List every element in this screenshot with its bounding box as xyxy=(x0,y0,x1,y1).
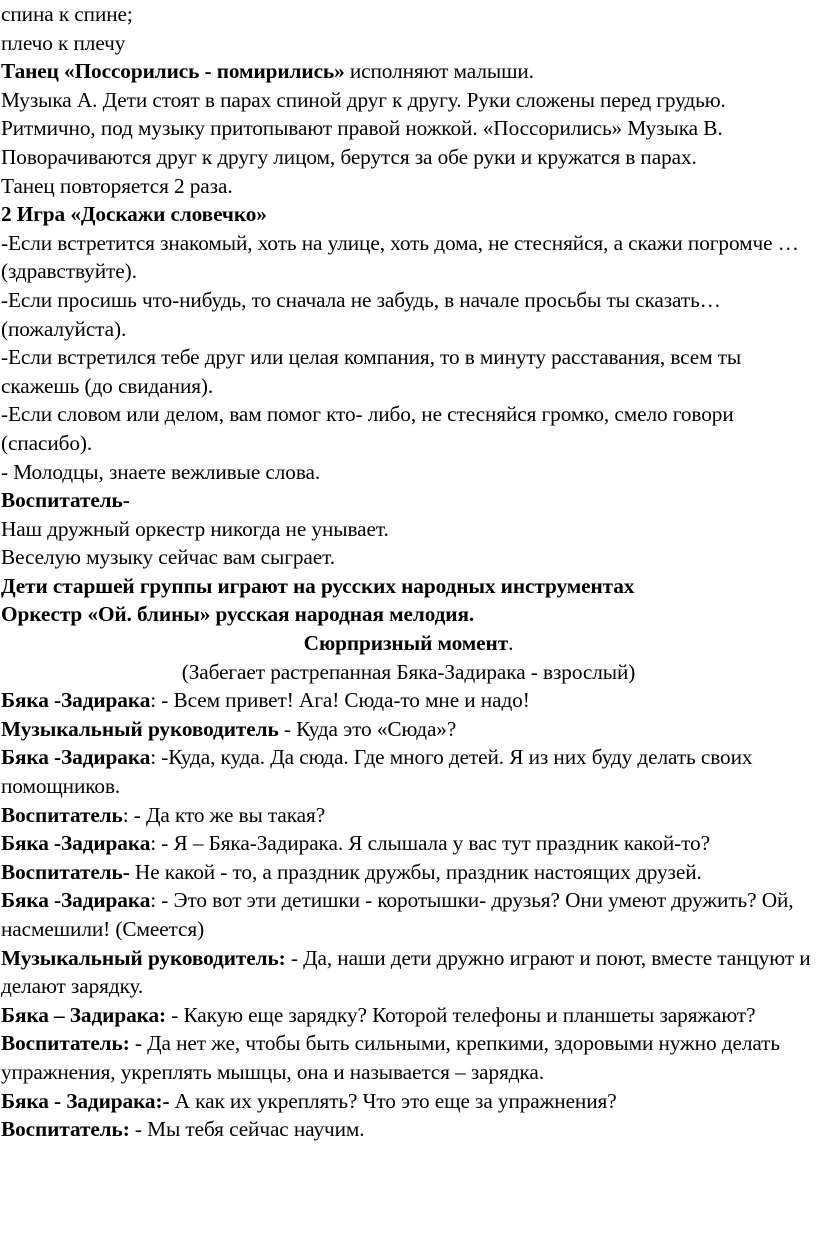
dialogue-line xyxy=(0,743,816,800)
speaker-name: Бяка -Задирака xyxy=(1,745,151,770)
orchestra-text: Оркестр «Ой. блины» русская народная мелодия. xyxy=(1,602,475,627)
orchestra-line xyxy=(0,572,816,601)
speaker-name: Воспитатель- xyxy=(1,859,130,884)
dialogue-line xyxy=(0,801,816,830)
orchestra-line xyxy=(0,600,816,629)
speech-text: : - Это вот эти детишки - коротышки- друзья? Они умеют дружить? Ой, насмешили! (Смеется) xyxy=(1,888,794,941)
speech-text: : - Да кто же вы такая? xyxy=(122,802,326,827)
surprise-dot: . xyxy=(508,631,514,656)
speaker-name: Бяка – Задирака: xyxy=(1,1002,167,1027)
speaker-name: Бяка -Задирака xyxy=(1,688,151,713)
game-line: -Если словом или делом, вам помог кто- либо, не стесняйся громко, смело говори (спасибо). xyxy=(1,402,734,455)
speech-text: - Мы тебя сейчас научим. xyxy=(129,1117,365,1142)
teacher-label xyxy=(0,486,816,515)
dance-description: Музыка А. Дети стоят в парах спиной друг к другу. Руки сложены перед грудью. Ритмично, под музыку притопывают правой ножкой. «Поссорились» Музыка В. Поворачиваются друг к другу лицом, берутся за обе руки и кружатся в парах. xyxy=(1,87,726,169)
speech-text: - Да, наши дети дружно играют и поют, вместе танцуют и делают зарядку. xyxy=(1,945,811,999)
dialogue-line xyxy=(0,944,816,1001)
dialogue-block xyxy=(0,686,816,1144)
dialogue-line xyxy=(0,1087,816,1116)
speech-text: Не какой - то, а праздник дружбы, праздник настоящих друзей. xyxy=(129,859,702,884)
game-line: -Если встретился тебе друг или целая компания, то в минуту расставания, всем ты скажешь (до свидания). xyxy=(1,345,742,398)
speech-text: : -Куда, куда. Да сюда. Где много детей. Я из них буду делать своих помощников. xyxy=(1,745,753,799)
speech-text: : - Я – Бяка-Задирака. Я слышала у вас тут праздник какой-то? xyxy=(150,831,710,856)
dialogue-line xyxy=(0,715,816,744)
speech-text: - Какую еще зарядку? Которой телефоны и планшеты заряжают? xyxy=(166,1002,756,1027)
poem-line: Веселую музыку сейчас вам сыграет. xyxy=(1,545,335,570)
game-heading xyxy=(0,200,816,229)
game-line: -Если встретится знакомый, хоть на улице, хоть дома, не стесняйся, а скажи погромче …(здравствуйте). xyxy=(1,230,799,284)
speaker-name: Бяка - Задирака:- xyxy=(1,1088,170,1113)
dance-performers: исполняют малыши. xyxy=(344,59,534,84)
game-title: 2 Игра «Доскажи словечко» xyxy=(1,202,267,227)
text-line: плечо к плечу xyxy=(1,30,126,55)
dialogue-line xyxy=(0,829,816,858)
speech-text: - Да нет же, чтобы быть сильными, крепкими, здоровыми нужно делать упражнения, укреплять мышцы, она и называется – зарядка. xyxy=(1,1031,780,1084)
text-line: спина к спине; xyxy=(1,2,133,26)
speaker-name: Воспитатель: xyxy=(1,1031,130,1056)
poem-line: Наш дружный оркестр никогда не унывает. xyxy=(1,516,389,541)
speaker-name: Музыкальный руководитель xyxy=(1,716,279,741)
speaker-name: Бяка -Задирака xyxy=(1,888,151,913)
dialogue-line xyxy=(0,1001,816,1030)
speech-text: - Куда это «Сюда»? xyxy=(278,716,457,741)
dialogue-line xyxy=(0,886,816,943)
surprise-title: Сюрпризный момент xyxy=(303,631,509,656)
speaker-name: Воспитатель: xyxy=(1,1117,130,1142)
text-line: Танец повторяется 2 раза. xyxy=(1,173,233,198)
surprise-heading xyxy=(0,629,816,658)
orchestra-text: Дети старшей группы играют на русских народных инструментах xyxy=(1,573,635,598)
speaker-name: Воспитатель- xyxy=(1,488,130,513)
speaker-name: Музыкальный руководитель: xyxy=(1,945,286,970)
dialogue-line xyxy=(0,1029,816,1086)
dance-title: Танец «Поссорились - помирились» xyxy=(1,59,345,84)
dance-heading xyxy=(0,57,816,86)
game-line: - Молодцы, знаете вежливые слова. xyxy=(1,459,321,484)
speech-text: : - Всем привет! Ага! Сюда-то мне и надо! xyxy=(150,688,530,713)
game-line: -Если просишь что-нибудь, то сначала не забудь, в начале просьбы ты сказать… (пожалуйста). xyxy=(1,287,721,341)
speaker-name: Бяка -Задирака xyxy=(1,831,151,856)
speech-text: А как их укреплять? Что это еще за упражнения? xyxy=(169,1088,617,1113)
dialogue-line xyxy=(0,686,816,715)
speaker-name: Воспитатель xyxy=(1,802,123,827)
dialogue-line xyxy=(0,858,816,887)
stage-direction: (Забегает растрепанная Бяка-Задирака - взрослый) xyxy=(181,659,636,684)
dialogue-line xyxy=(0,1115,816,1144)
